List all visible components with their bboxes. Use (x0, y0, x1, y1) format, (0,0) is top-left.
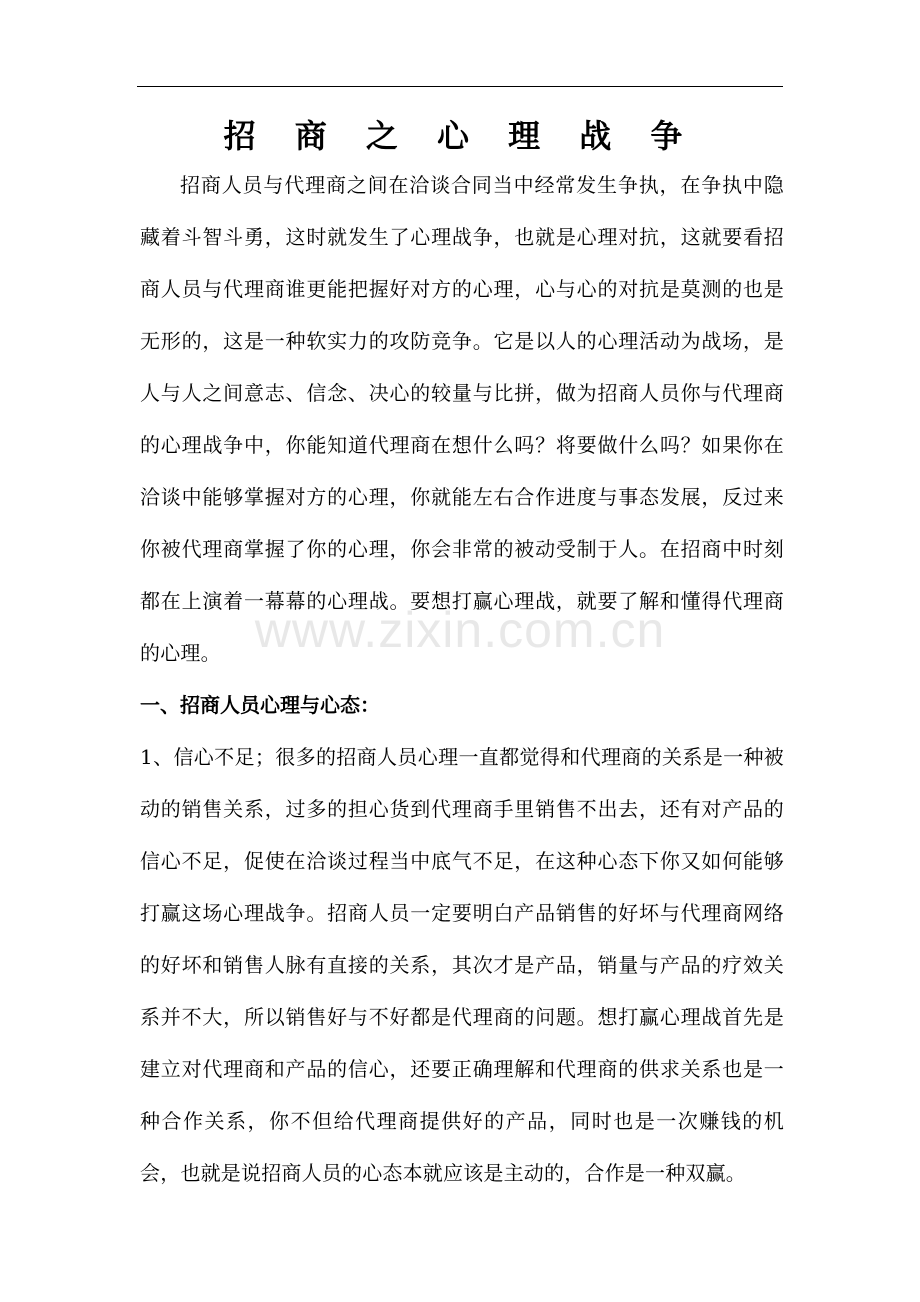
document-title: 招 商 之 心 理 战 争 (223, 117, 697, 155)
intro-paragraph: 招商人员与代理商之间在洽谈合同当中经常发生争执，在争执中隐藏着斗智斗勇，这时就发生了心理战争，也就是心理对抗，这就要看招商人员与代理商谁更能把握好对方的心理，心与心的对抗是莫测的也是无形的，这是一种软实力的攻防竞争。它是以人的心理活动为战场，是人与人之间意志、信念、决心的较量与比拼，做为招商人员你与代理商的心理战争中，你能知道代理商在想什么吗？将要做什么吗？如果你在洽谈中能够掌握对方的心理，你就能左右合作进度与事态发展，反过来你被代理商掌握了你的心理，你会非常的被动受制于人。在招商中时刻都在上演着一幕幕的心理战。要想打赢心理战，就要了解和懂得代理商的心理。 (140, 173, 784, 665)
header-rule (137, 86, 783, 87)
section-heading: 一、招商人员心理与心态： (140, 693, 380, 717)
section-paragraph: 1、信心不足；很多的招商人员心理一直都觉得和代理商的关系是一种被动的销售关系，过多的担心货到代理商手里销售不出去，还有对产品的信心不足，促使在洽谈过程当中底气不足，在这种心态下你又如何能够打赢这场心理战争。招商人员一定要明白产品销售的好坏与代理商网络的好坏和销售人脉有直接的关系，其次才是产品，销量与产品的疗效关系并不大，所以销售好与不好都是代理商的问题。想打赢心理战首先是建立对代理商和产品的信心，还要正确理解和代理商的供求关系也是一种合作关系，你不但给代理商提供好的产品，同时也是一次赚钱的机会，也就是说招商人员的心态本就应该是主动的，合作是一种双赢。 (140, 745, 784, 1185)
document-body (140, 159, 784, 1199)
watermark: www.zixin.com.cn (254, 602, 666, 658)
